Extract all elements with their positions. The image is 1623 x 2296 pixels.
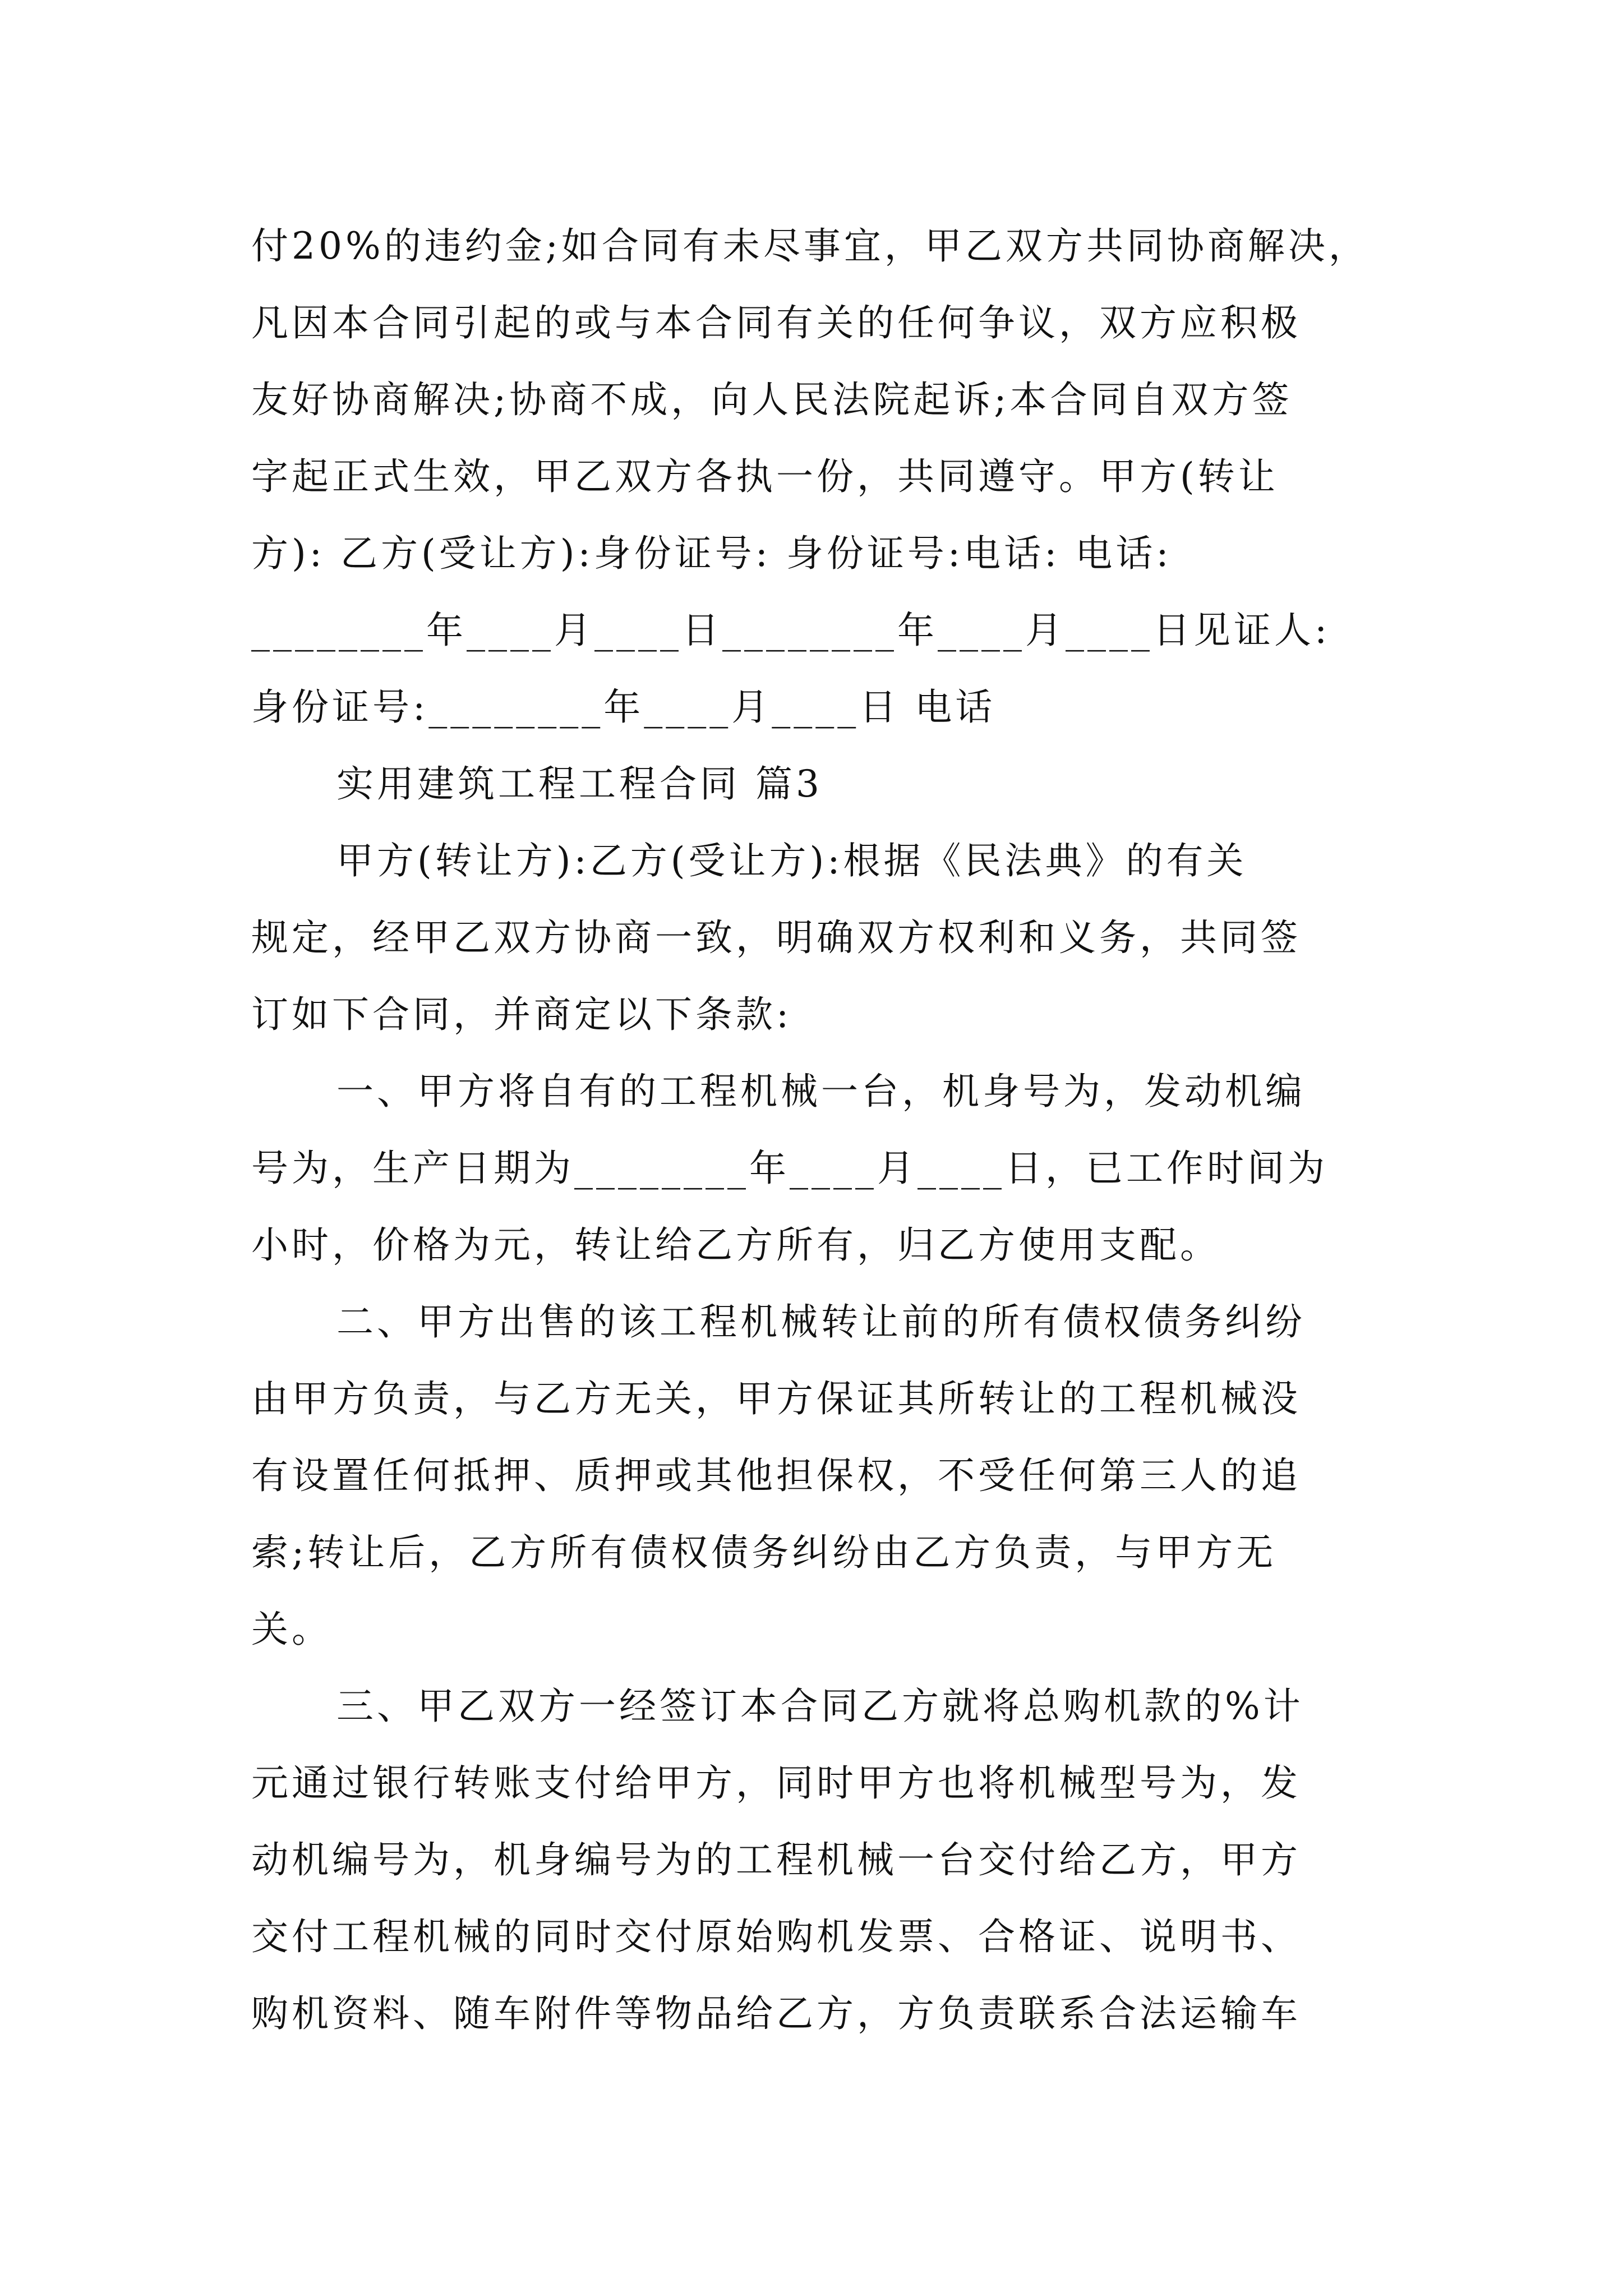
paragraph-intro-line: 甲方(转让方):乙方(受让方):根据《民法典》的有关 <box>336 839 1247 882</box>
clause-2-line: 有设置任何抵押、质押或其他担保权，不受任何第三人的追 <box>251 1454 1301 1497</box>
text-line: 方): 乙方(受让方):身份证号: 身份证号:电话: 电话: <box>251 532 1172 575</box>
clause-1-line: 号为，生产日期为________年____月____日，已工作时间为 <box>251 1147 1328 1190</box>
clause-2-line: 索;转让后，乙方所有债权债务纠纷由乙方负责，与甲方无 <box>251 1531 1277 1574</box>
text-line: 字起正式生效，甲乙双方各执一份，共同遵守。甲方(转让 <box>251 455 1279 498</box>
text-line: ________年____月____日________年____月____日见证人: <box>251 609 1331 652</box>
clause-3-line: 购机资料、随车附件等物品给乙方，方负责联系合法运输车 <box>251 1992 1301 2035</box>
section-title: 实用建筑工程工程合同 篇3 <box>336 762 823 806</box>
clause-2-line: 关。 <box>251 1608 332 1651</box>
text-line: 身份证号:________年____月____日 电话 <box>251 685 996 729</box>
clause-3-line: 交付工程机械的同时交付原始购机发票、合格证、说明书、 <box>251 1915 1301 1958</box>
text-line: 凡因本合同引起的或与本合同有关的任何争议，双方应积极 <box>251 301 1301 344</box>
paragraph-intro-line: 规定，经甲乙双方协商一致，明确双方权利和义务，共同签 <box>251 916 1301 959</box>
clause-3-line: 动机编号为，机身编号为的工程机械一台交付给乙方，甲方 <box>251 1838 1301 1881</box>
paragraph-intro-line: 订如下合同，并商定以下条款: <box>251 993 792 1036</box>
clause-1-line: 小时，价格为元，转让给乙方所有，归乙方使用支配。 <box>251 1223 1220 1267</box>
document-body <box>251 208 1418 2052</box>
text-line: 友好协商解决;协商不成，向人民法院起诉;本合同自双方签 <box>251 378 1293 421</box>
clause-2-line: 由甲方负责，与乙方无关，甲方保证其所转让的工程机械没 <box>251 1377 1301 1420</box>
text-line: 付20%的违约金;如合同有未尽事宜，甲乙双方共同协商解决， <box>251 224 1369 268</box>
clause-1-line: 一、甲方将自有的工程机械一台，机身号为，发动机编 <box>336 1070 1306 1113</box>
clause-3-line: 三、甲乙双方一经签订本合同乙方就将总购机款的%计 <box>336 1685 1304 1728</box>
clause-2-line: 二、甲方出售的该工程机械转让前的所有债权债务纠纷 <box>336 1300 1306 1343</box>
clause-3-line: 元通过银行转账支付给甲方，同时甲方也将机械型号为，发 <box>251 1761 1301 1805</box>
